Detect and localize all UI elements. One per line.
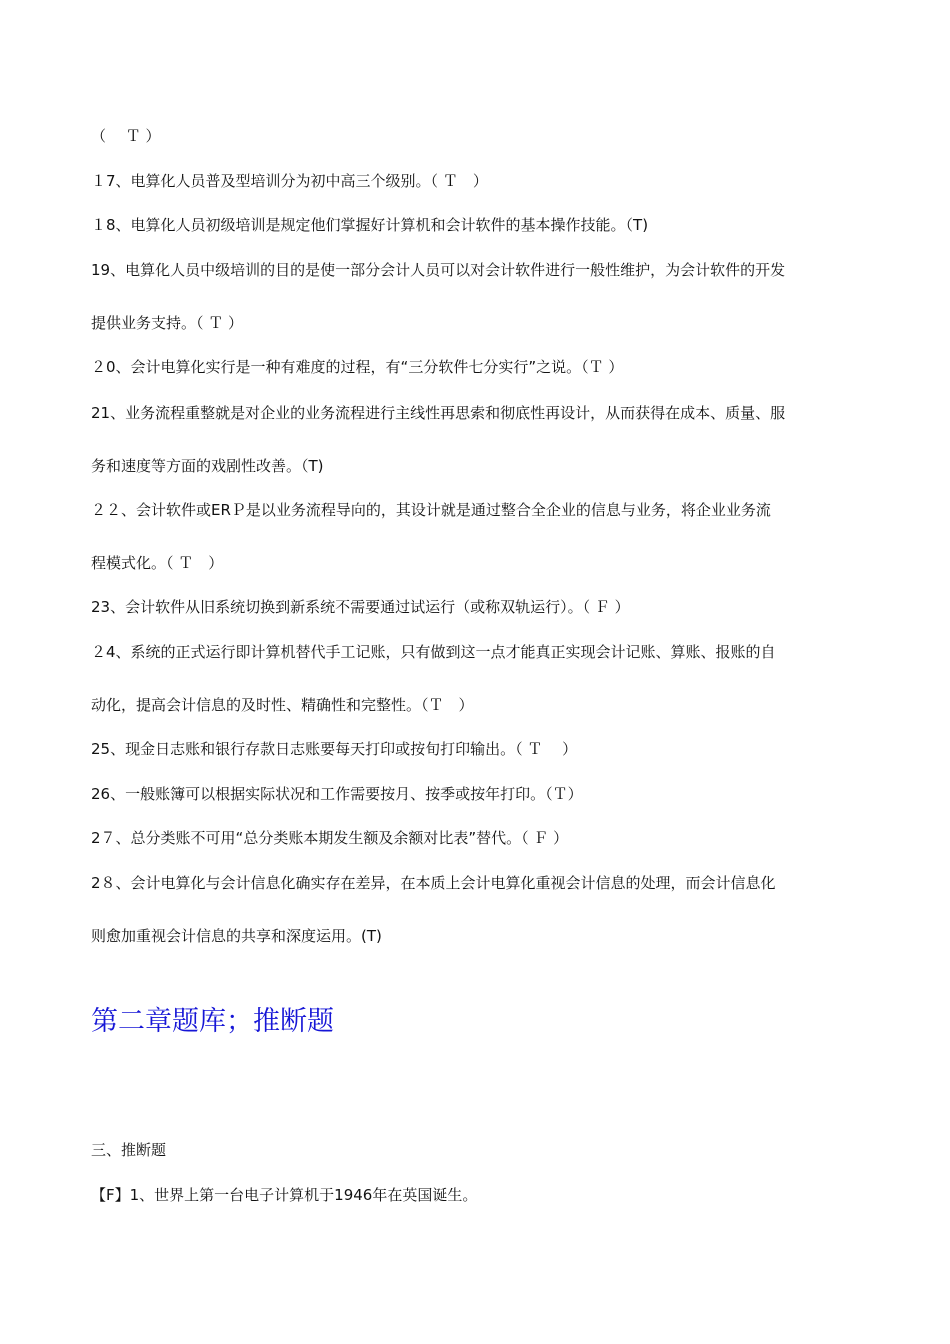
question-27: 2７、总分类账不可用“总分类账本期发生额及余额对比表”替代。（ Ｆ ） [91,829,569,847]
question-19-line-2: 提供业务支持。（ Ｔ ） [91,314,244,332]
question-17: １7、电算化人员普及型培训分为初中高三个级别。（ Ｔ ） [91,172,488,190]
question-20: ２0、会计电算化实行是一种有难度的过程，有“三分软件七分实行”之说。（Ｔ ） [91,358,624,376]
question-24-line-1: ２4、系统的正式运行即计算机替代手工记账，只有做到这一点才能真正实现会计记账、算账、报账的自 [91,643,776,661]
question-21-line-2: 务和速度等方面的戏剧性改善。（T) [91,457,324,475]
question-22-line-1: ２２、会计软件或ERＰ是以业务流程导向的，其设计就是通过整合全企业的信息与业务，将企业业务流 [91,501,771,519]
answer-line: （ Ｔ ） [91,127,161,145]
question-24-line-2: 动化，提高会计信息的及时性、精确性和完整性。（Ｔ ） [91,696,474,714]
question-28-line-1: 2８、会计电算化与会计信息化确实存在差异，在本质上会计电算化重视会计信息的处理，而会计信息化 [91,874,776,892]
question-25: 25、现金日志账和银行存款日志账要每天打印或按旬打印输出。（ Ｔ ） [91,740,578,758]
chapter-heading: 第二章题库；推断题 [91,1006,334,1037]
question-19-line-1: 19、电算化人员中级培训的目的是使一部分会计人员可以对会计软件进行一般性维护，为会计软件的开发 [91,261,786,279]
question-21-line-1: 21、业务流程重整就是对企业的业务流程进行主线性再思索和彻底性再设计，从而获得在成本、质量、服 [91,404,786,422]
question-26: 26、一般账簿可以根据实际状况和工作需要按月、按季或按年打印。（Ｔ） [91,785,583,803]
question-22-line-2: 程模式化。（ Ｔ ） [91,554,224,572]
question-1: 【F】1、世界上第一台电子计算机于1946年在英国诞生。 [91,1186,478,1204]
question-23: 23、会计软件从旧系统切换到新系统不需要通过试运行（或称双轨运行）。（ Ｆ ） [91,598,630,616]
question-28-line-2: 则愈加重视会计信息的共享和深度运用。(T) [91,927,382,945]
section-title: 三、推断题 [91,1141,167,1159]
question-18: １8、电算化人员初级培训是规定他们掌握好计算机和会计软件的基本操作技能。（T) [91,216,649,234]
